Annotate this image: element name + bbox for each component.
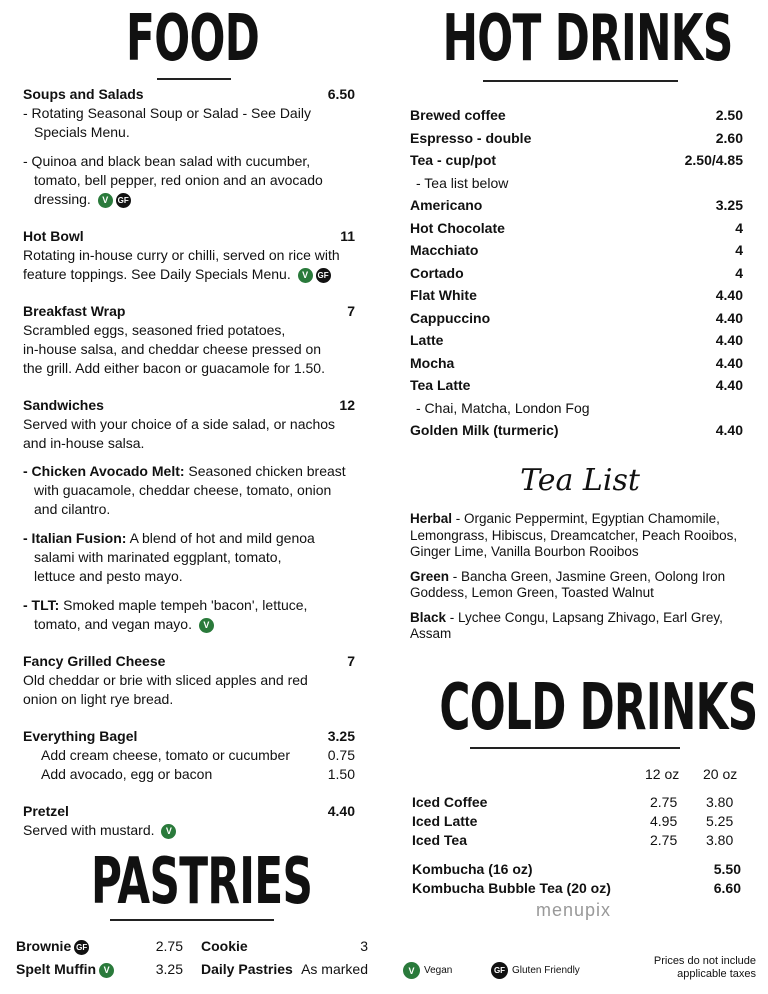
item-name: Mocha	[410, 354, 455, 371]
legend-label: Gluten Friendly	[512, 965, 580, 976]
drink-item	[410, 151, 743, 174]
tea-group-label: Black	[410, 609, 447, 625]
menu-item-hot-bowl	[23, 227, 355, 246]
hot-drinks-list	[410, 106, 743, 444]
drink-item	[412, 831, 738, 850]
drink-item	[410, 309, 743, 332]
item-name: Flat White	[410, 287, 477, 303]
item-price: 7	[347, 653, 355, 669]
desc-line: Seasoned chicken breast	[184, 463, 346, 479]
desc-line: in-house salsa, and cheddar cheese pressed on	[23, 341, 322, 357]
desc-line: the grill. Add either bacon or guacamole for 1.50.	[23, 360, 325, 376]
sandwich-option	[23, 529, 315, 586]
item-name: Americano	[410, 197, 483, 213]
item-name: Golden Milk (turmeric)	[410, 422, 559, 438]
pastry-item-spelt-muffin	[16, 960, 183, 979]
item-description	[23, 671, 308, 709]
desc-line: Rotating in-house curry or chilli, served on rice with	[23, 247, 340, 263]
addon-label: Add avocado, egg or bacon	[41, 766, 213, 782]
desc-line: dressing.	[34, 191, 91, 207]
item-name: Iced Latte	[412, 813, 478, 829]
gluten-friendly-icon: GF	[116, 193, 131, 208]
pastry-item-brownie	[16, 937, 183, 956]
drink-item	[410, 264, 743, 287]
item-price: 4.40	[327, 803, 355, 819]
desc-line: tomato, and vegan mayo.	[34, 616, 192, 632]
menu-item-soups-salads	[23, 85, 355, 104]
drink-item	[412, 793, 738, 812]
gluten-friendly-icon: GF	[74, 940, 89, 955]
item-name: Iced Coffee	[412, 794, 488, 810]
drink-item	[410, 354, 743, 377]
drink-item	[410, 241, 743, 264]
item-name: Latte	[410, 332, 444, 348]
sandwich-option	[23, 462, 346, 519]
item-price: 3.25	[327, 728, 355, 744]
desc-line: Served with mustard.	[23, 822, 155, 838]
item-price: 4	[735, 242, 743, 258]
vegan-icon: V	[403, 962, 420, 979]
item-price: 4	[735, 264, 743, 281]
tea-group-black	[410, 610, 755, 643]
tea-line: Goddess, Lemon Green, Toasted Walnut	[410, 585, 654, 600]
desc-line: salami with marinated eggplant, tomato,	[34, 549, 282, 565]
tea-line: Lemongrass, Hibiscus, Dreamcatcher, Peach Rooibos,	[410, 527, 738, 543]
desc-line: tomato, bell pepper, red onion and an avocado	[34, 172, 323, 188]
item-name: Hot Chocolate	[410, 219, 505, 236]
item-price: 4.40	[715, 377, 743, 393]
item-price: 4	[735, 219, 743, 236]
legend-vegan	[400, 962, 452, 979]
gluten-friendly-icon: GF	[491, 962, 508, 979]
cold-col-header-20oz: 20 oz	[703, 766, 738, 782]
tea-list	[410, 511, 755, 643]
desc-line: - Rotating Seasonal Soup or Salad - See Daily	[23, 105, 311, 121]
vegan-icon: V	[199, 618, 214, 633]
item-price: 7	[347, 303, 355, 319]
tea-group-green	[410, 569, 755, 602]
bagel-addon	[41, 765, 355, 784]
vegan-icon: V	[99, 963, 114, 978]
vegan-icon: V	[161, 824, 176, 839]
item-price: 4.40	[715, 422, 743, 438]
desc-line: lettuce and pesto mayo.	[34, 568, 183, 584]
item-price: 6.60	[713, 880, 741, 896]
item-name: Sandwiches	[23, 397, 104, 413]
hot-drinks-heading-rule	[483, 80, 678, 82]
item-name: Breakfast Wrap	[23, 303, 126, 319]
tax-note	[626, 955, 756, 981]
item-price: 3.25	[715, 197, 743, 213]
drink-note: - Tea list below	[416, 174, 509, 191]
vegan-icon: V	[298, 268, 313, 283]
food-heading: FOOD	[126, 2, 260, 76]
bagel-addon	[41, 746, 355, 765]
hot-drinks-heading: HOT DRINKS	[442, 2, 733, 76]
item-price: 4.40	[715, 332, 743, 348]
option-label: - TLT:	[23, 597, 60, 613]
item-name: Brownie	[16, 938, 72, 954]
food-heading-rule	[157, 78, 231, 80]
item-price: 12	[339, 397, 355, 413]
watermark: menupix	[536, 900, 612, 920]
gluten-friendly-icon: GF	[316, 268, 331, 283]
menu-item-breakfast-wrap	[23, 302, 355, 321]
item-price: 6.50	[327, 86, 355, 102]
item-description	[23, 246, 340, 284]
item-price: 2.75	[155, 938, 183, 954]
item-description	[23, 415, 335, 453]
item-price: 4.40	[715, 287, 743, 303]
tax-note-line: Prices do not include	[653, 955, 756, 967]
item-price: 5.50	[713, 861, 741, 877]
menu-item-pretzel	[23, 802, 355, 821]
cold-drinks-list	[412, 793, 738, 850]
menu-item-everything-bagel	[23, 727, 355, 746]
item-name: Brewed coffee	[410, 107, 506, 123]
tea-line: Assam	[410, 626, 452, 641]
desc-line: Specials Menu.	[34, 124, 130, 140]
desc-line: and cilantro.	[34, 501, 111, 517]
legend-gluten-friendly	[488, 962, 580, 979]
desc-line: Old cheddar or brie with sliced apples and red	[23, 672, 308, 688]
pastry-item-daily-pastries	[201, 960, 368, 979]
item-description	[23, 321, 325, 378]
vegan-icon: V	[98, 193, 113, 208]
item-name: Fancy Grilled Cheese	[23, 653, 166, 669]
item-name: Macchiato	[410, 242, 479, 258]
menu-item-sandwiches	[23, 396, 355, 415]
item-description	[23, 104, 311, 142]
tea-group-herbal	[410, 511, 755, 561]
tea-line: Ginger Lime, Vanilla Bourbon Rooibos	[410, 544, 639, 559]
item-price: 2.50	[715, 107, 743, 123]
drink-item	[410, 196, 743, 219]
desc-line: feature toppings. See Daily Specials Menu.	[23, 266, 291, 282]
item-price-20oz: 5.25	[706, 813, 734, 829]
tax-note-line: applicable taxes	[677, 968, 756, 980]
item-name: Spelt Muffin	[16, 961, 97, 977]
item-price-20oz: 3.80	[706, 832, 734, 848]
item-price: As marked	[301, 961, 368, 977]
item-price: 2.50/4.85	[684, 152, 743, 168]
desc-line: with guacamole, cheddar cheese, tomato, onion	[34, 482, 332, 498]
drink-item	[410, 331, 743, 354]
item-name: Daily Pastries	[201, 961, 293, 977]
tea-group-label: Green	[410, 568, 450, 584]
menu-item-fancy-grilled-cheese	[23, 652, 355, 671]
desc-line: Served with your choice of a side salad, or nachos	[23, 416, 336, 432]
item-description	[23, 152, 323, 209]
option-label: - Chicken Avocado Melt:	[23, 463, 185, 479]
item-price: 2.60	[715, 129, 743, 146]
item-price: 4.40	[715, 354, 743, 371]
item-name: Soups and Salads	[23, 86, 144, 102]
pastry-item-cookie	[201, 937, 368, 956]
desc-line: Scrambled eggs, seasoned fried potatoes,	[23, 322, 286, 338]
item-name: Pretzel	[23, 803, 69, 819]
item-name: Cappuccino	[410, 309, 491, 326]
item-name: Everything Bagel	[23, 728, 138, 744]
sandwich-option	[23, 596, 307, 634]
addon-price: 0.75	[327, 747, 355, 763]
item-name: Cookie	[201, 938, 248, 954]
kombucha-item	[412, 860, 741, 879]
desc-line: and in-house salsa.	[23, 435, 145, 451]
desc-line: Smoked maple tempeh 'bacon', lettuce,	[59, 597, 308, 613]
item-price-12oz: 4.95	[650, 813, 678, 829]
desc-line: - Quinoa and black bean salad with cucumber,	[23, 153, 311, 169]
drink-item	[410, 421, 743, 444]
tea-line: - Bancha Green, Jasmine Green, Oolong Iron	[449, 568, 726, 584]
item-name: Kombucha Bubble Tea (20 oz)	[412, 880, 611, 896]
item-name: Tea - cup/pot	[410, 152, 497, 168]
item-name: Iced Tea	[412, 832, 467, 848]
item-price-12oz: 2.75	[650, 832, 678, 848]
tea-group-label: Herbal	[410, 511, 453, 526]
legend-label: Vegan	[424, 965, 453, 976]
drink-item	[412, 812, 738, 831]
item-price: 11	[340, 228, 355, 244]
drink-item	[410, 286, 743, 309]
tea-line: - Organic Peppermint, Egyptian Chamomile,	[452, 511, 720, 526]
tea-list-heading: Tea List	[520, 463, 640, 498]
kombucha-item	[412, 879, 741, 898]
item-description	[23, 821, 176, 840]
cold-drinks-heading: COLD DRINKS	[439, 671, 758, 745]
item-name: Kombucha (16 oz)	[412, 861, 533, 877]
drink-item	[410, 219, 743, 242]
item-name: Tea Latte	[410, 377, 471, 393]
cold-drinks-heading-rule	[470, 747, 680, 749]
addon-label: Add cream cheese, tomato or cucumber	[41, 747, 291, 763]
drink-item	[410, 106, 743, 129]
pastries-heading: PASTRIES	[90, 845, 313, 919]
tea-line: - Lychee Congu, Lapsang Zhivago, Earl Grey,	[446, 609, 723, 625]
option-label: - Italian Fusion:	[23, 530, 127, 546]
item-name: Cortado	[410, 264, 464, 281]
desc-line: A blend of hot and mild genoa	[126, 530, 315, 546]
item-price: 3	[360, 938, 368, 954]
cold-col-header-12oz: 12 oz	[645, 766, 680, 782]
item-price-20oz: 3.80	[706, 794, 734, 810]
drink-item	[410, 376, 743, 399]
pastries-heading-rule	[110, 919, 274, 921]
drink-note: - Chai, Matcha, London Fog	[416, 399, 590, 416]
item-name: Espresso - double	[410, 129, 532, 146]
item-name: Hot Bowl	[23, 228, 84, 244]
item-price-12oz: 2.75	[650, 794, 678, 810]
drink-item	[410, 129, 743, 152]
item-price: 4.40	[715, 309, 743, 326]
desc-line: onion on light rye bread.	[23, 691, 174, 707]
item-price: 3.25	[155, 961, 183, 977]
addon-price: 1.50	[327, 766, 355, 782]
